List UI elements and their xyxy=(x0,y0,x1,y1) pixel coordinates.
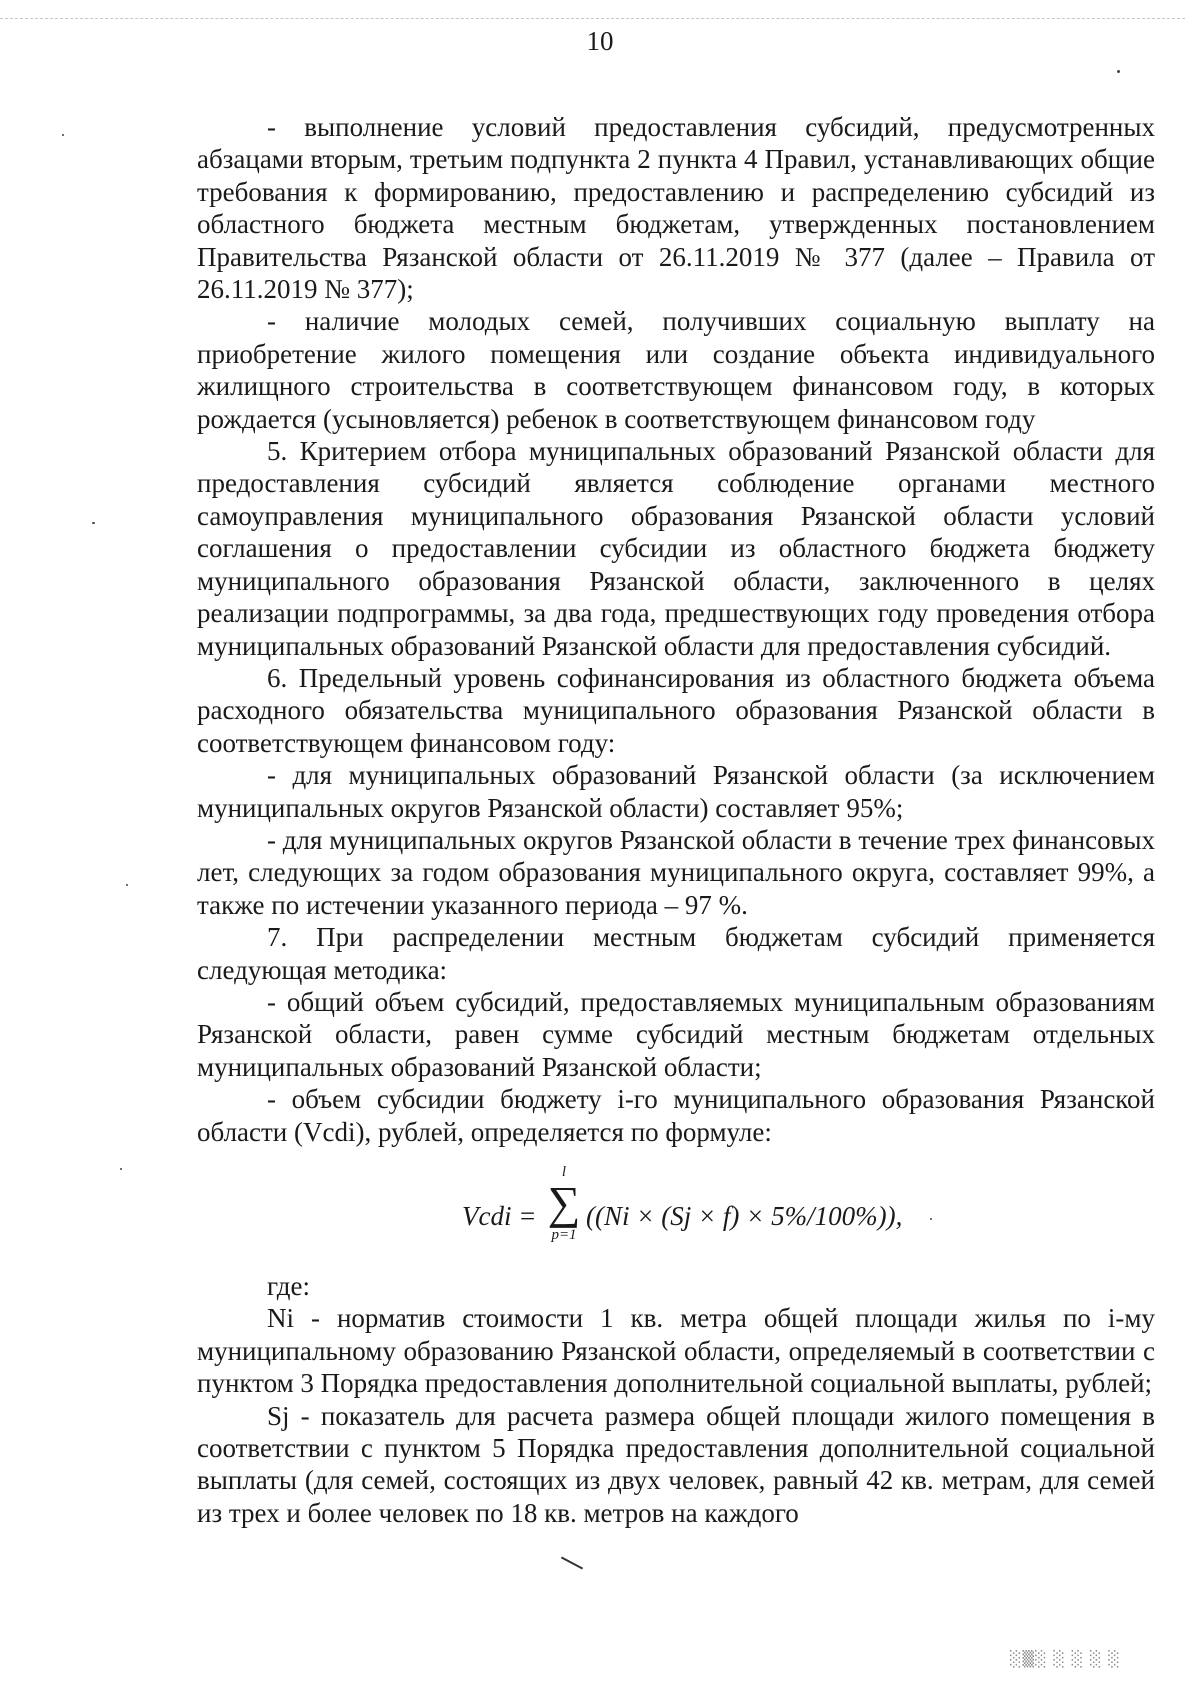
scan-edge-line xyxy=(0,18,1185,19)
paragraph-rate-95: - для муниципальных образований Рязанской области (за исключением муниципальных округов Рязанской области) составляет 95%; xyxy=(197,760,1155,823)
summation-symbol: ∑ xyxy=(547,1177,581,1228)
scan-speck xyxy=(62,134,64,136)
scan-mark xyxy=(561,1556,583,1569)
paragraph-condition-1: - выполнение условий предоставления субсидий, предусмотренных абзацами вторым, третьим подпункта 2 пункта 4 Правил, устанавливающих общие требования к формированию, предоставлению и распределению субсидий из областного бюджета местным бюджетам, утвержденных постановлением Правительства Рязанской области от 26.11.2019 № 377 (далее – Правила от 26.11.2019 № 377); xyxy=(197,112,1155,305)
summation-upper-limit: l xyxy=(561,1164,567,1180)
scan-speck xyxy=(126,884,128,886)
summation xyxy=(546,1164,582,1244)
paragraph-volume-formula-intro: - объем субсидии бюджету i-го муниципального образования Рязанской области (Vcdi), рублей, определяется по формуле: xyxy=(197,1084,1155,1147)
paragraph-sj-definition: Sj - показатель для расчета размера общей площади жилого помещения в соответствии с пунктом 5 Порядка предоставления дополнительной социальной выплаты (для семей, состоящих из двух человек, равный 42 кв. метрам, для семей из трех и более человек по 18 кв. метров на каждого xyxy=(197,1400,1155,1528)
summation-lower-limit: p=1 xyxy=(551,1227,577,1243)
paragraph-clause-5: 5. Критерием отбора муниципальных образований Рязанской области для предоставления субсидий является соблюдение органами местного самоуправления муниципального образования Рязанской области условий соглашения о предоставлении субсидии из областного бюджета бюджету муниципального образования Рязанской области, заключенного в целях реализации подпрограммы, за два года, предшествующих году проведения отбора муниципальных образований Рязанской области для предоставления субсидий. xyxy=(197,436,1155,661)
paragraph-clause-7: 7. При распределении местным бюджетам субсидий применяется следующая методика: xyxy=(197,922,1155,985)
paragraph-clause-6: 6. Предельный уровень софинансирования из областного бюджета объема расходного обязательства муниципального образования Рязанской области в соответствующем финансовом году: xyxy=(197,662,1155,758)
paragraph-where: где: xyxy=(267,1271,310,1301)
scan-speck xyxy=(92,522,95,524)
scan-speck xyxy=(1117,70,1120,73)
formula xyxy=(197,1148,1155,1270)
paragraph-condition-2: - наличие молодых семей, получивших социальную выплату на приобретение жилого помещения или создание объекта индивидуального жилищного строительства в соответствующем финансовом году, в которых рождается (усыновляется) ребенок в соответствующем финансовом году xyxy=(197,306,1155,434)
scan-speck xyxy=(120,1168,122,1170)
page-number: 10 xyxy=(586,26,614,56)
paragraph-rate-99-97: - для муниципальных округов Рязанской области в течение трех финансовых лет, следующих за годом образования муниципального округа, составляет 99%, а также по истечении указанного периода – 97 %. xyxy=(197,824,1155,920)
scan-corner-noise: ░▒░ ░ ░ ░ ░ xyxy=(1010,1650,1121,1668)
paragraph-total-volume: - общий объем субсидий, предоставляемых муниципальным образованиям Рязанской области, равен сумме субсидий местным бюджетам отдельных муниципальных образований Рязанской области; xyxy=(197,986,1155,1082)
scan-speck xyxy=(930,1218,932,1220)
paragraph-ni-definition: Ni - норматив стоимости 1 кв. метра общей площади жилья по i-му муниципальному образованию Рязанской области, определяемый в соответствии с пунктом 3 Порядка предоставления дополнительной социальной выплаты, рублей; xyxy=(197,1303,1155,1399)
formula-rhs: ((Ni × (Sj × f) × 5%/100%)), xyxy=(586,1201,903,1231)
formula-lhs: Vcdi = xyxy=(462,1201,537,1231)
document-body xyxy=(197,111,1155,1529)
